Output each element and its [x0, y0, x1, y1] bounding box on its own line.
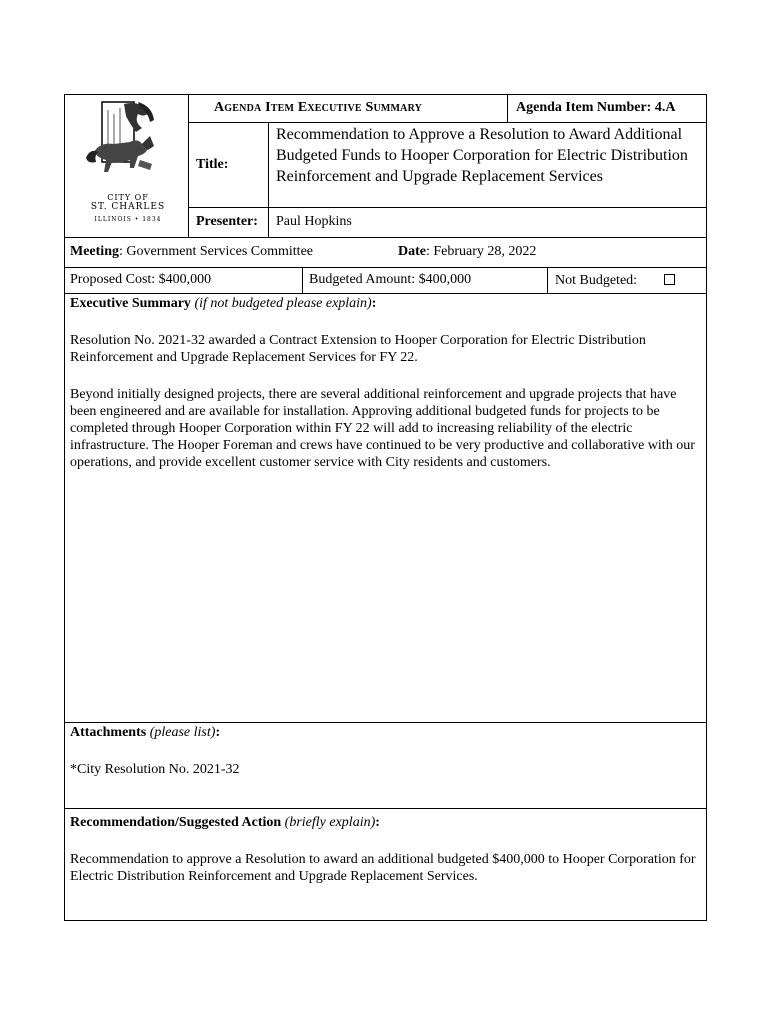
attachment-item: *City Resolution No. 2021-32 [70, 762, 240, 777]
title-text: Recommendation to Approve a Resolution to Award Additional Budgeted Funds to Hooper Corporation for Electric Distribution Reinforcement and Upgrade Replacement Services [276, 126, 688, 185]
summary-paragraph-2: Beyond initially designed projects, there are several additional reinforcement and upgrade projects that have been engineered and are available for installation. Approving additional budgeted funds for projects to be completed through Hooper Corporation within FY 22 will add to increasing reliability of the electric infrastructure. The Hooper Foreman and crews have continued to be very productive and collaborative with our operations, and provide excellent customer service with City residents and customers. [70, 387, 695, 470]
not-budgeted-checkbox[interactable] [664, 274, 675, 285]
attachments-note: (please list) [149, 725, 216, 740]
recommendation-rule [64, 808, 707, 809]
agenda-item-value: 4.A [654, 100, 676, 115]
executive-summary-heading [70, 296, 376, 312]
attachments-colon: : [215, 725, 221, 740]
logo-divider [188, 94, 189, 237]
form-heading: Agenda Item Executive Summary [214, 100, 423, 115]
date-label: Date [398, 244, 426, 259]
presenter-label: Presenter: [196, 214, 258, 229]
meeting-date [398, 244, 536, 260]
meeting-label: Meeting [70, 244, 119, 259]
title-label: Title: [196, 157, 229, 172]
recommendation-label: Recommendation/Suggested Action [70, 815, 282, 830]
header-rule [188, 122, 707, 123]
budgeted-amount: Budgeted Amount: $400,000 [309, 272, 472, 287]
attachments-rule [64, 722, 707, 723]
cost-divider-1 [302, 267, 303, 293]
presenter-name: Paul Hopkins [276, 214, 352, 229]
executive-summary-colon: : [371, 296, 377, 311]
logo-city-of: CITY OF [107, 193, 149, 202]
recommendation-note: (briefly explain) [284, 815, 376, 830]
logo-city-name: ST. CHARLES [90, 202, 166, 212]
executive-summary-label: Executive Summary [70, 296, 191, 311]
header-divider [507, 94, 508, 122]
attachments-heading [70, 725, 220, 741]
recommendation-colon: : [375, 815, 380, 830]
attachments-label: Attachments [70, 725, 147, 740]
logo-state: ILLINOIS • 1834 [94, 216, 162, 223]
not-budgeted-label: Not Budgeted: [555, 273, 638, 288]
cost-divider-2 [547, 267, 548, 293]
cost-rule [64, 267, 707, 268]
agenda-item-number [516, 100, 675, 116]
city-logo [80, 98, 176, 223]
meeting-value: : Government Services Committee [118, 244, 313, 259]
meeting-info [70, 244, 313, 260]
recommendation-text: Recommendation to approve a Resolution to award an additional budgeted $400,000 to Hooper Corporation for Electric Distribution Reinforcement and Upgrade Replacement Services. [70, 852, 696, 884]
date-value: : February 28, 2022 [426, 244, 537, 259]
title-rule [188, 207, 707, 208]
agenda-item-label: Agenda Item Number: [516, 100, 652, 115]
recommendation-heading [70, 815, 380, 831]
fox-logo-icon [80, 98, 176, 188]
label-divider [268, 122, 269, 237]
meeting-rule [64, 237, 707, 238]
proposed-cost: Proposed Cost: $400,000 [70, 272, 212, 287]
summary-paragraph-1: Resolution No. 2021-32 awarded a Contract Extension to Hooper Corporation for Electric Distribution Reinforcement and Upgrade Replacement Services for FY 22. [70, 333, 646, 365]
summary-rule [64, 293, 707, 294]
executive-summary-note: (if not budgeted please explain) [194, 296, 372, 311]
